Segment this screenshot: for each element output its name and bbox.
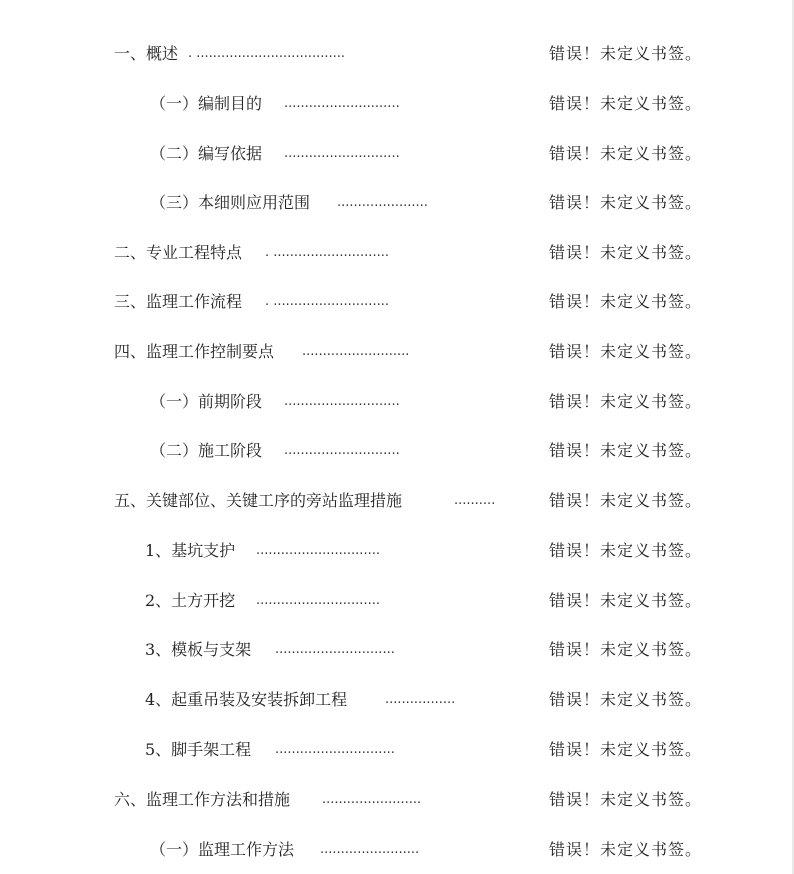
toc-entry-page: 错误！未定义书签。: [549, 144, 703, 163]
toc-entry[interactable]: [0, 89, 794, 119]
toc-entry-page: 错误！未定义书签。: [549, 193, 703, 212]
toc-entry-leader: ..............................: [256, 543, 380, 558]
toc-entry-leader: ..........................: [302, 344, 410, 359]
toc-entry[interactable]: [0, 387, 794, 417]
toc-entry-title: 三、监理工作流程: [114, 292, 243, 311]
toc-entry-title: 五、关键部位、关键工序的旁站监理措施: [114, 491, 403, 510]
toc-entry-title: （一）编制目的: [150, 94, 263, 113]
toc-entry-title: 3、模板与支架: [145, 640, 252, 659]
toc-entry-title: （三）本细则应用范围: [150, 193, 311, 212]
toc-entry-page: 错误！未定义书签。: [549, 840, 703, 859]
toc-entry[interactable]: [0, 139, 794, 169]
toc-entry-leader: ......................: [337, 195, 428, 210]
toc-entry[interactable]: [0, 586, 794, 616]
toc-entry-leader: . ............................: [265, 245, 389, 260]
toc-entry-page: 错误！未定义书签。: [549, 690, 703, 709]
toc-entry-page: 错误！未定义书签。: [549, 94, 703, 113]
toc-entry-title: 4、起重吊装及安装拆卸工程: [145, 690, 348, 709]
toc-entry[interactable]: [0, 735, 794, 765]
toc-entry-leader: . ....................................: [188, 46, 346, 61]
toc-entry-page: 错误！未定义书签。: [549, 342, 703, 361]
toc-entry-page: 错误！未定义书签。: [549, 541, 703, 560]
toc-entry-title: 1、基坑支护: [145, 541, 236, 560]
toc-entry-page: 错误！未定义书签。: [549, 740, 703, 759]
toc-entry-leader: ............................: [284, 146, 400, 161]
toc-entry-page: 错误！未定义书签。: [549, 243, 703, 262]
toc-entry-page: 错误！未定义书签。: [549, 392, 703, 411]
toc-entry[interactable]: [0, 635, 794, 665]
toc-entry-title: 六、监理工作方法和措施: [114, 790, 291, 809]
toc-entry-title: （二）施工阶段: [150, 441, 263, 460]
toc-entry-title: （二）编写依据: [150, 144, 263, 163]
toc-entry-page: 错误！未定义书签。: [549, 491, 703, 510]
toc-entry-leader: .............................: [275, 742, 395, 757]
toc-entry[interactable]: [0, 436, 794, 466]
toc-entry-leader: ..............................: [256, 593, 380, 608]
toc-entry-title: 二、专业工程特点: [114, 243, 243, 262]
toc-entry[interactable]: [0, 835, 794, 865]
toc-entry[interactable]: [0, 685, 794, 715]
toc-entry[interactable]: [0, 785, 794, 815]
toc-entry[interactable]: [0, 536, 794, 566]
toc-entry-leader: .............................: [275, 642, 395, 657]
toc-entry[interactable]: [0, 39, 794, 69]
toc-entry-leader: . ............................: [265, 294, 389, 309]
toc-entry-leader: .................: [385, 692, 456, 707]
toc-entry-page: 错误！未定义书签。: [549, 44, 703, 63]
toc-entry[interactable]: [0, 188, 794, 218]
toc-entry-leader: ........................: [320, 842, 420, 857]
toc-entry-title: （一）监理工作方法: [150, 840, 295, 859]
toc-entry-title: 四、监理工作控制要点: [114, 342, 275, 361]
toc-entry-page: 错误！未定义书签。: [549, 591, 703, 610]
toc-entry[interactable]: [0, 238, 794, 268]
toc-entry-leader: ........................: [322, 792, 422, 807]
toc-entry-title: 5、脚手架工程: [145, 740, 252, 759]
toc-entry-title: 2、土方开挖: [145, 591, 236, 610]
toc-entry[interactable]: [0, 287, 794, 317]
toc-entry-page: 错误！未定义书签。: [549, 441, 703, 460]
toc-entry[interactable]: [0, 337, 794, 367]
toc-entry-leader: ............................: [284, 96, 400, 111]
toc-entry-leader: ..........: [454, 493, 496, 508]
toc-entry-title: （一）前期阶段: [150, 392, 263, 411]
toc-entry-leader: ............................: [284, 394, 400, 409]
toc-entry-title: 一、概述: [114, 44, 179, 63]
toc-entry-page: 错误！未定义书签。: [549, 292, 703, 311]
toc-entry-page: 错误！未定义书签。: [549, 640, 703, 659]
toc-entry-leader: ............................: [284, 443, 400, 458]
toc-entry-page: 错误！未定义书签。: [549, 790, 703, 809]
toc-entry[interactable]: [0, 486, 794, 516]
